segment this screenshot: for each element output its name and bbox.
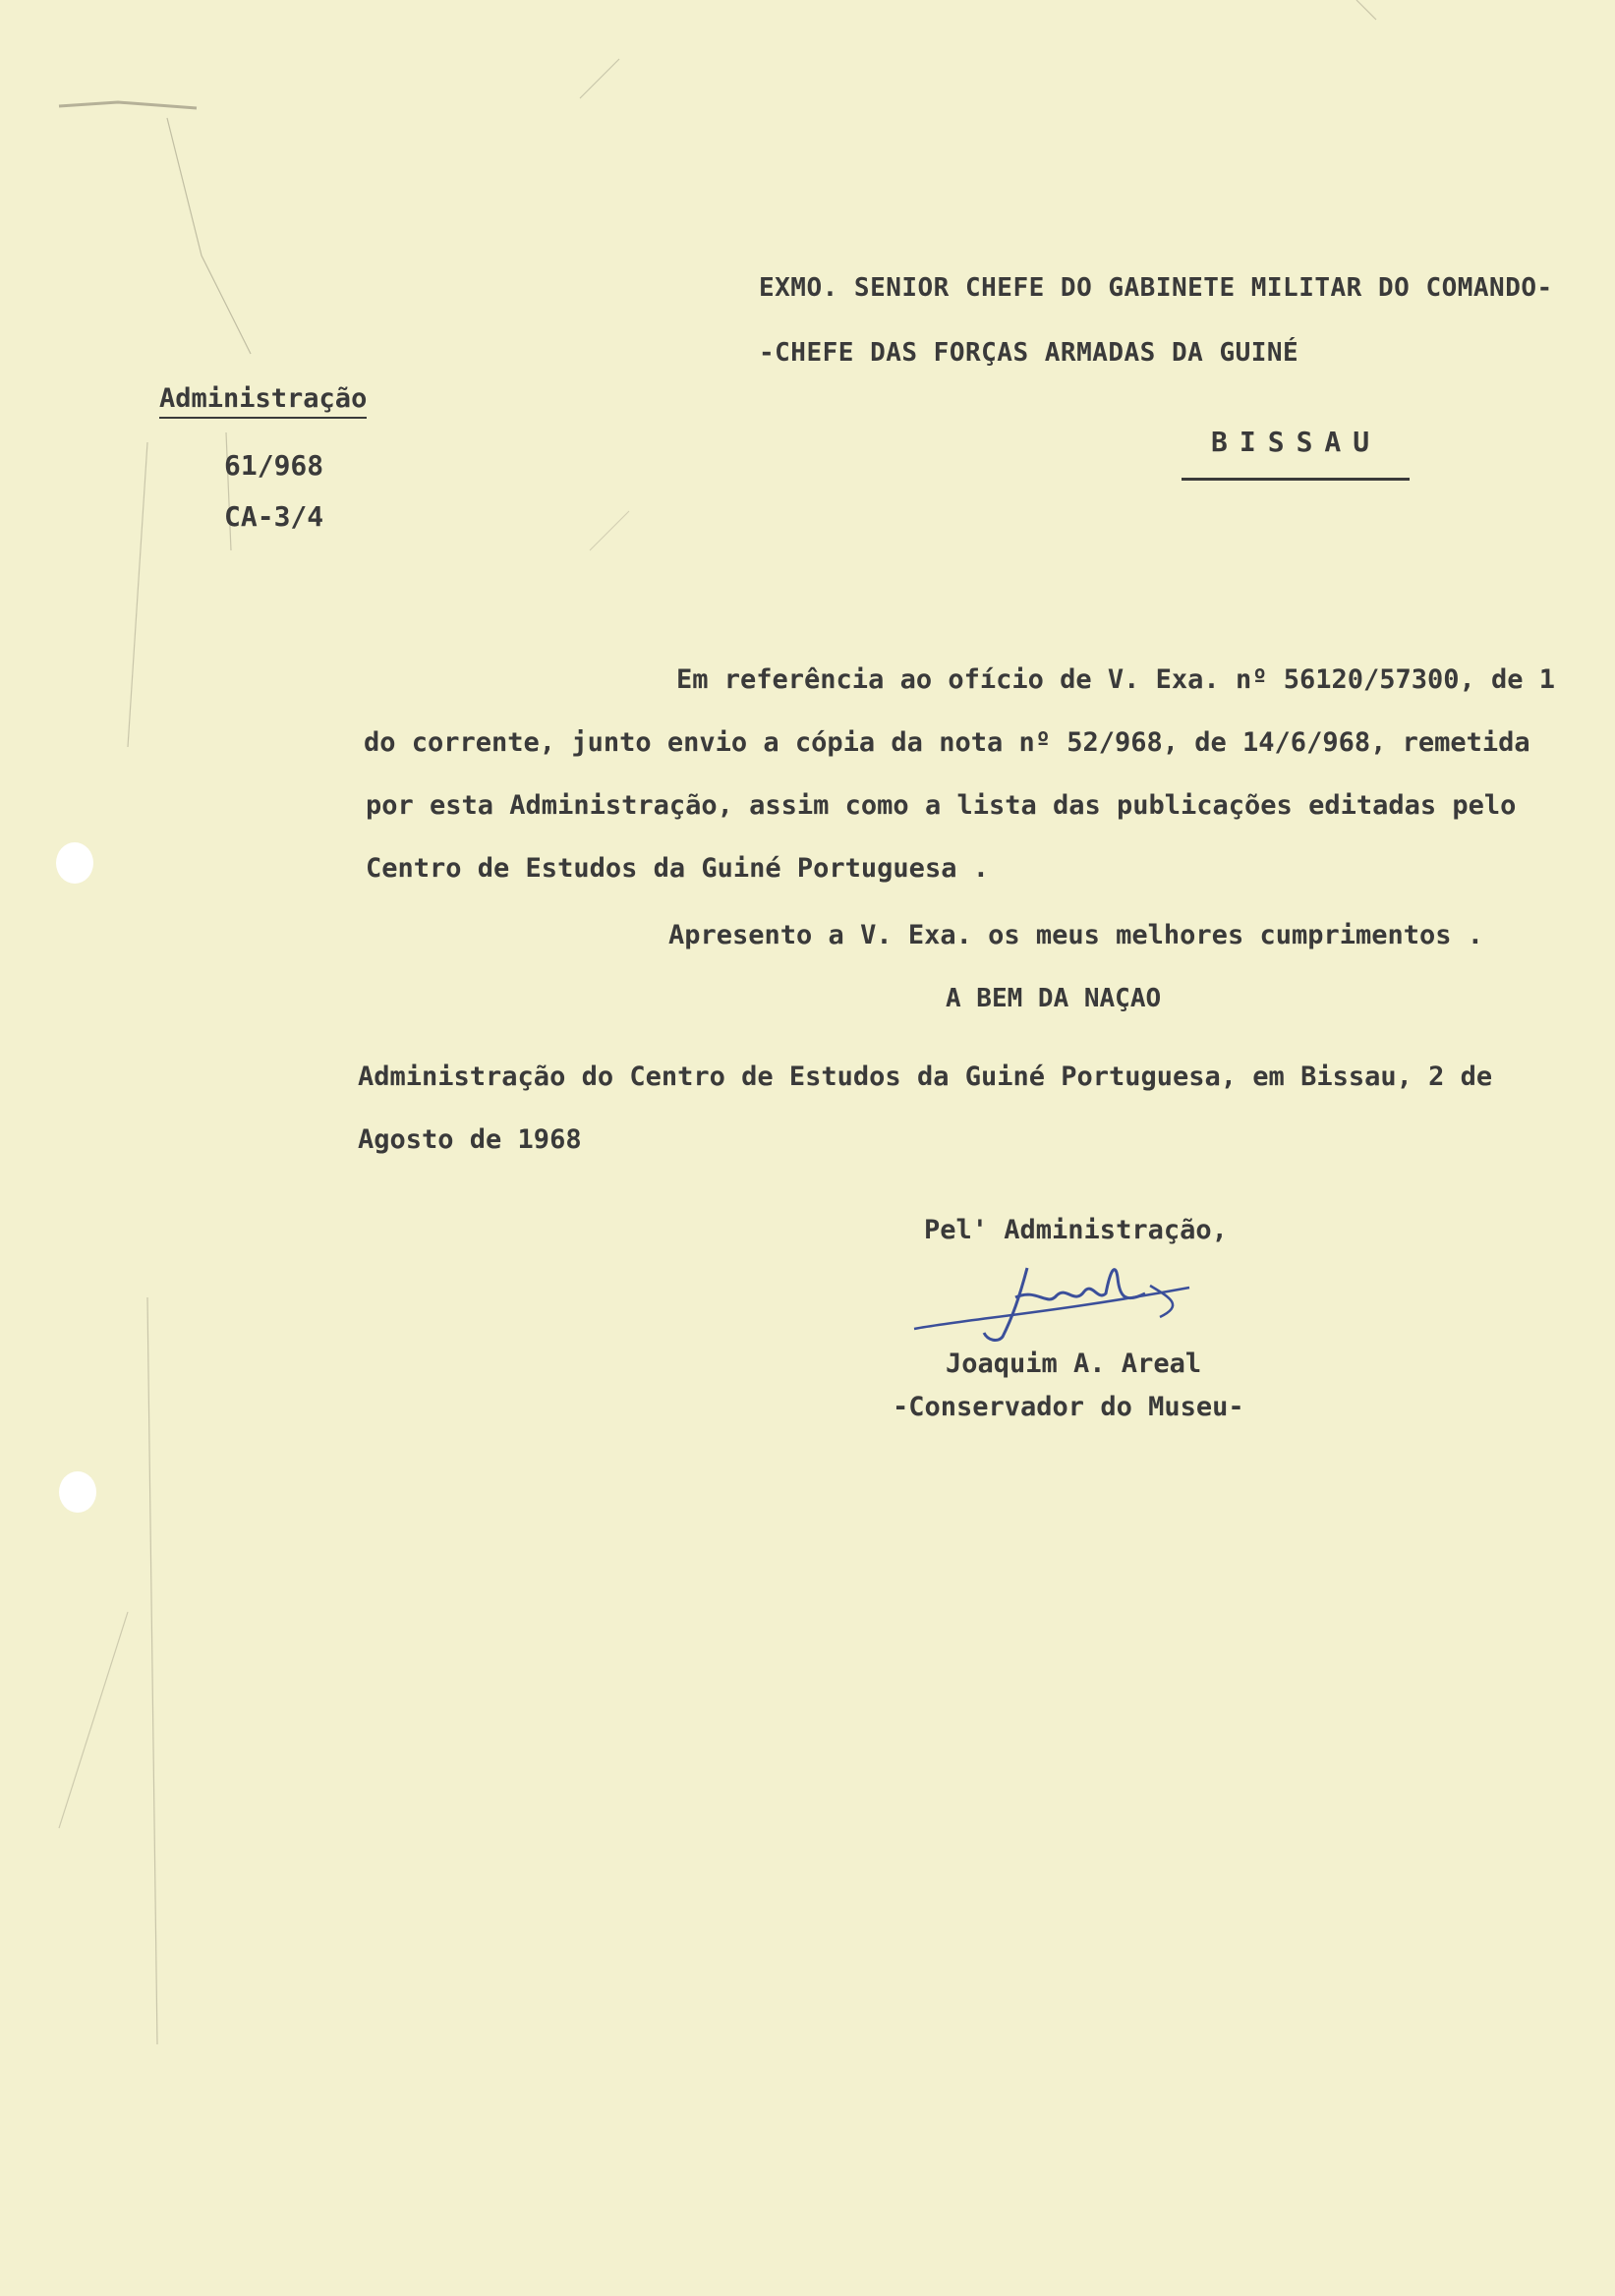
department-heading: Administração xyxy=(159,383,367,419)
reference-code: CA-3/4 xyxy=(224,500,324,533)
place-date-line-1: Administração do Centro de Estudos da Guiné Portuguesa, em Bissau, 2 de xyxy=(358,1062,1493,1092)
body-paragraph xyxy=(362,649,1555,900)
reference-number: 61/968 xyxy=(224,449,324,482)
body-line-4: Centro de Estudos da Guiné Portuguesa . xyxy=(366,853,989,884)
body-line-1: Em referência ao ofício de V. Exa. nº 56120/57300, de 1 xyxy=(676,664,1556,695)
city-underline xyxy=(1182,478,1410,481)
place-and-date xyxy=(358,1046,1492,1172)
handwritten-signature xyxy=(909,1258,1194,1356)
addressee-line-1: EXMO. SENIOR CHEFE DO GABINETE MILITAR DO COMANDO- xyxy=(759,273,1553,303)
addressee-line-2: -CHEFE DAS FORÇAS ARMADAS DA GUINÉ xyxy=(759,338,1299,368)
signer-name: Joaquim A. Areal xyxy=(946,1349,1202,1379)
body-line-3: por esta Administração, assim como a lista das publicações editadas pelo xyxy=(366,790,1517,821)
addressee-block xyxy=(759,256,1553,385)
body-line-2: do corrente, junto envio a cópia da nota nº 52/968, de 14/6/968, remetida xyxy=(364,727,1530,758)
punch-hole-bottom xyxy=(59,1471,96,1513)
punch-hole-top xyxy=(56,842,93,884)
place-date-line-2: Agosto de 1968 xyxy=(358,1124,582,1155)
closing-motto: A BEM DA NAÇAO xyxy=(946,984,1162,1013)
signer-title: -Conservador do Museu- xyxy=(893,1392,1244,1422)
destination-city: BISSAU xyxy=(1211,426,1382,458)
closing-greeting: Apresento a V. Exa. os meus melhores cumprimentos . xyxy=(668,920,1484,950)
on-behalf-line: Pel' Administração, xyxy=(924,1215,1228,1245)
